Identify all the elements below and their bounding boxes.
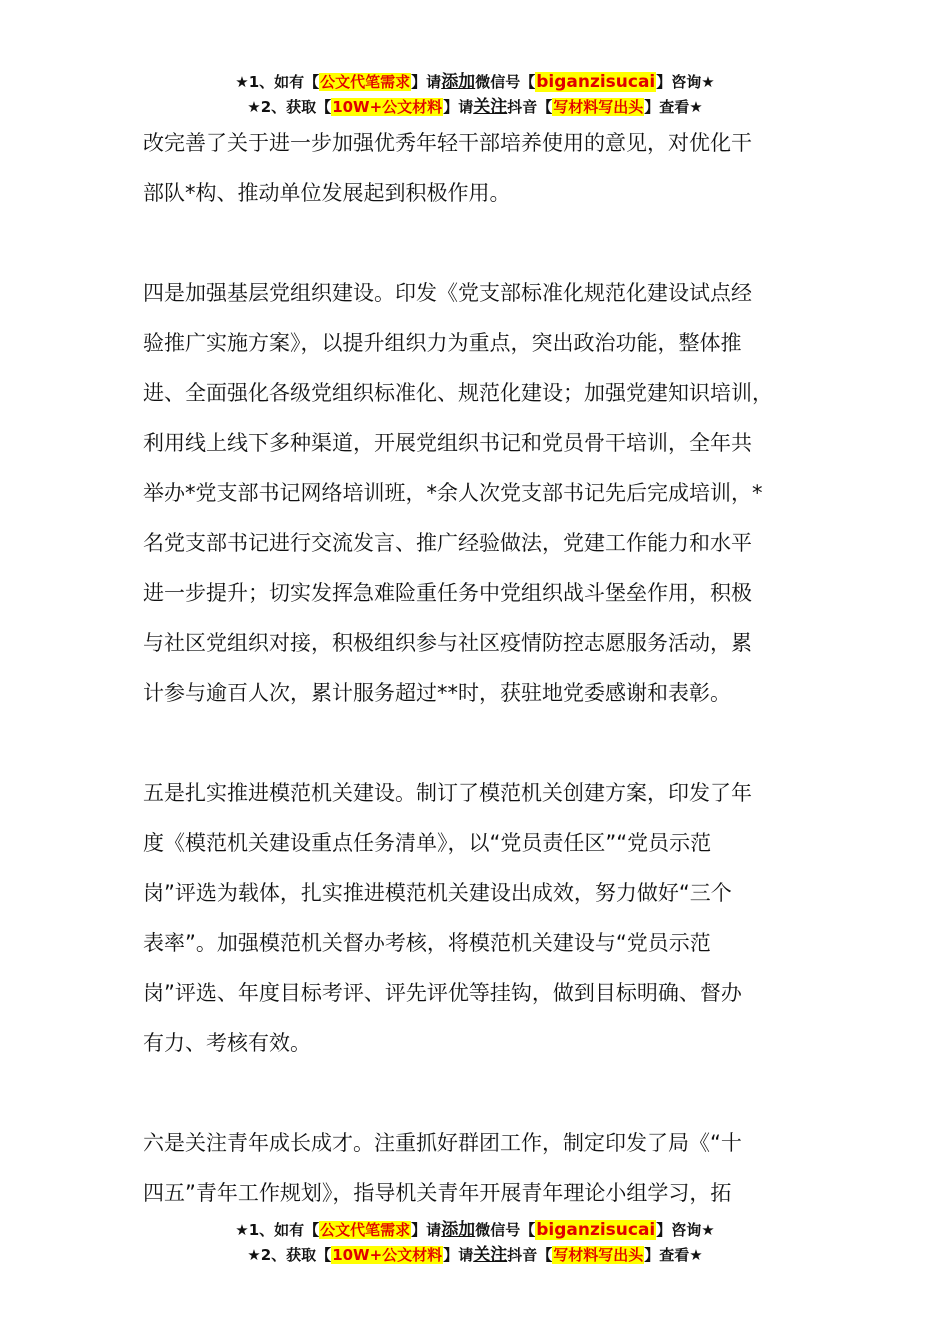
text-line: 验推广实施方案》，以提升组织力为重点，突出政治功能，整体推 [143,331,742,355]
text-line: 计参与逾百人次，累计服务超过**时，获驻地党委感谢和表彰。 [143,681,731,705]
banner-highlight: 写材料写出头 [553,1246,644,1264]
text-line: 岗”评选为载体，扎实推进模范机关建设出成效，努力做好“三个 [143,881,732,905]
text-line: 进一步提升；切实发挥急难险重任务中党组织战斗堡垒作用，积极 [143,581,752,605]
text-line: 四是加强基层党组织建设。印发《党支部标准化规范化建设试点经 [143,281,752,305]
text-line: 五是扎实推进模范机关建设。制订了模范机关创建方案，印发了年 [143,781,752,805]
banner-line-2 [0,95,950,120]
banner-highlight: biganzisucai [536,72,656,92]
banner-text: 】请 [443,1246,474,1264]
text-line: 利用线上线下多种渠道，开展党组织书记和党员骨干培训，全年共 [143,431,752,455]
text-line: 六是关注青年成长成才。注重抓好群团工作，制定印发了局《“十 [143,1131,742,1155]
banner-highlight: biganzisucai [536,1220,656,1240]
banner-highlight: 公文代笔需求 [320,73,411,91]
banner-text: 】请 [411,1221,442,1239]
banner-highlight: 10W+公文材料 [332,1246,443,1264]
text-line: 有力、考核有效。 [143,1031,311,1055]
banner-underlined-text: 关注 [473,1245,508,1265]
paragraph-4 [143,268,833,718]
banner-text: 】查看★ [644,98,703,116]
banner-text: 微信号【 [475,1221,536,1239]
text-line: 岗”评选、年度目标考评、评先评优等挂钩，做到目标明确、督办 [143,981,742,1005]
paragraph-5 [143,768,833,1068]
footer-banner [0,1218,950,1268]
banner-text: 微信号【 [475,73,536,91]
text-line: 进、全面强化各级党组织标准化、规范化建设；加强党建知识培训， [143,381,773,405]
banner-text: ★2、获取【 [247,1246,332,1264]
banner-text: 】咨询★ [656,1221,715,1239]
text-line: 名党支部书记进行交流发言、推广经验做法，党建工作能力和水平 [143,531,752,555]
header-banner [0,70,950,120]
text-line: 四五”青年工作规划》，指导机关青年开展青年理论小组学习，拓 [143,1181,732,1205]
banner-highlight: 公文代笔需求 [320,1221,411,1239]
banner-line-2 [0,1243,950,1268]
text-line: 与社区党组织对接，积极组织参与社区疫情防控志愿服务活动，累 [143,631,752,655]
banner-line-1 [0,1218,950,1243]
paragraph-6 [143,1118,833,1218]
text-line: 举办*党支部书记网络培训班，*余人次党支部书记先后完成培训，* [143,481,763,505]
text-line: 部队*构、推动单位发展起到积极作用。 [143,181,511,205]
banner-text: 】请 [443,98,474,116]
banner-underlined-text: 添加 [441,72,476,92]
banner-text: 抖音【 [507,98,553,116]
text-line: 表率”。加强模范机关督办考核，将模范机关建设与“党员示范 [143,931,711,955]
banner-text: 】查看★ [644,1246,703,1264]
banner-text: ★1、如有【 [235,73,320,91]
text-line: 度《模范机关建设重点任务清单》，以“党员责任区”“党员示范 [143,831,712,855]
banner-highlight: 写材料写出头 [553,98,644,116]
paragraph-continuation [143,118,833,218]
text-line: 改完善了关于进一步加强优秀年轻干部培养使用的意见，对优化干 [143,131,752,155]
banner-highlight: 10W+公文材料 [332,98,443,116]
banner-text: ★1、如有【 [235,1221,320,1239]
banner-underlined-text: 添加 [441,1220,476,1240]
banner-line-1 [0,70,950,95]
document-body [143,118,833,1218]
banner-text: 抖音【 [507,1246,553,1264]
banner-text: 】咨询★ [656,73,715,91]
banner-text: ★2、获取【 [247,98,332,116]
banner-text: 】请 [411,73,442,91]
banner-underlined-text: 关注 [473,97,508,117]
